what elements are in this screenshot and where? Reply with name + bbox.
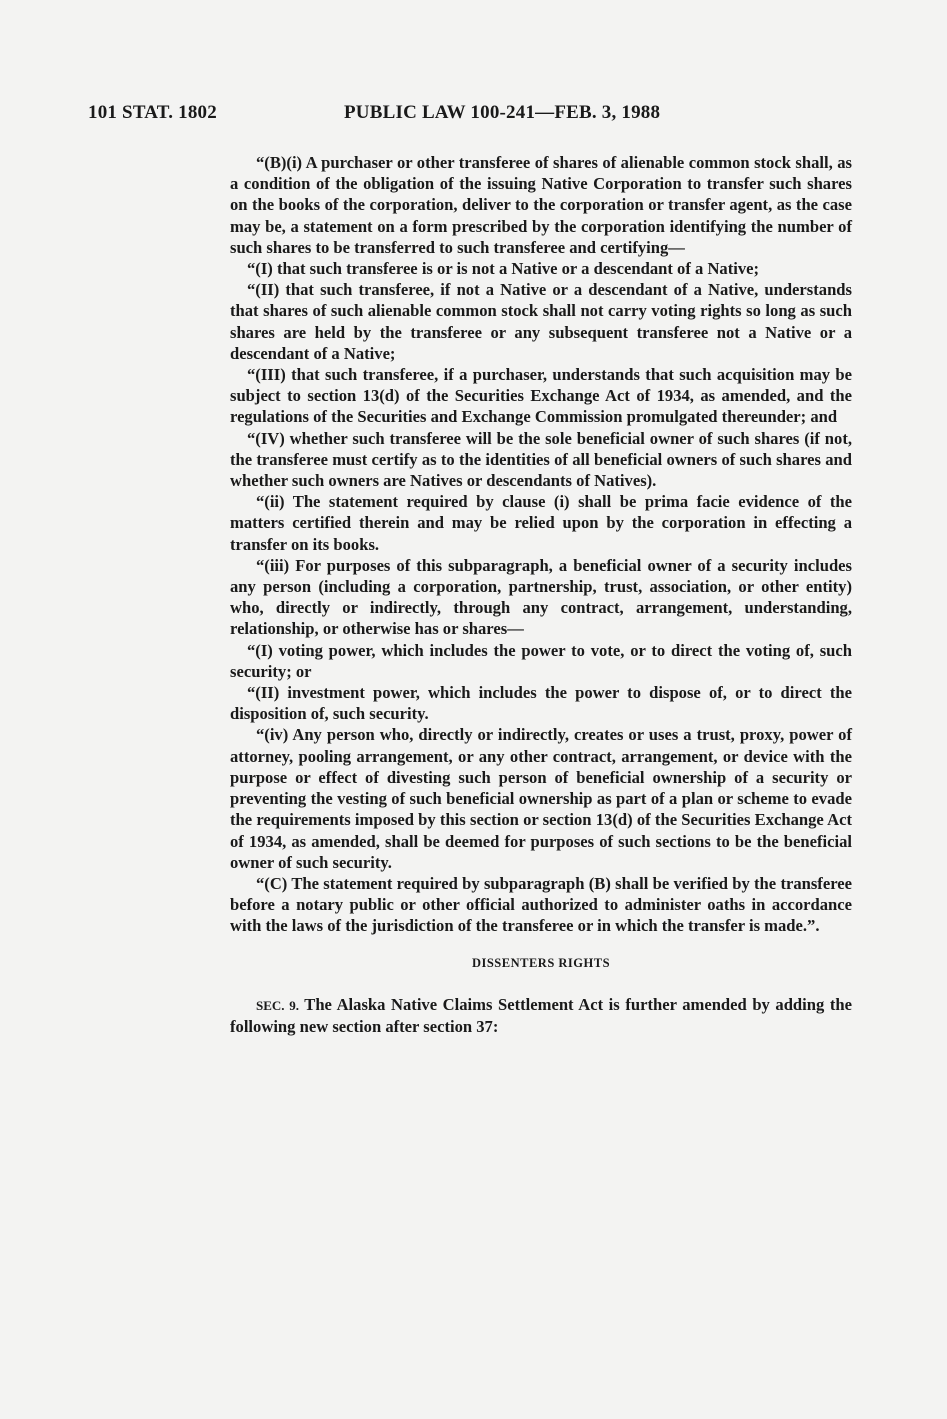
subclause-b-i-I: “(I) that such transferee is or is not a Native or a descendant of a Native; — [247, 259, 760, 279]
clause-b-iv: “(iv) Any person who, directly or indirectly, creates or uses a trust, proxy, power of attorney, pooling arrangement, or any other contract, arrangement, or device with the purpose or effect of divesting such person of beneficial ownership of a security or preventing the vesting of such beneficial ownership as part of a plan or scheme to evade the requirements imposed by this section or section 13(d) of the Securities Exchange Act of 1934, as amended, shall be deemed for purposes of such sections to be the beneficial owner of such security. — [230, 725, 852, 872]
document-body — [230, 152, 852, 1037]
subclause-b-i-IV: “(IV) whether such transferee will be the sole beneficial owner of such shares (if not, the transferee must certify as to the identities of all beneficial owners of such shares and whether such owners are Natives or descendants of Natives). — [230, 428, 852, 491]
clause-b-ii: “(ii) The statement required by clause (i) shall be prima facie evidence of the matters certified therein and may be relied upon by the corporation in effecting a transfer on its books. — [230, 492, 852, 554]
section-text: The Alaska Native Claims Settlement Act is further amended by adding the following new section after section 37: — [230, 994, 852, 1036]
clause-b-iii: “(iii) For purposes of this subparagraph, a beneficial owner of a security includes any person (including a corporation, partnership, trust, association, or other entity) who, directly or indirectly, through any contract, arrangement, understanding, relationship, or otherwise has or shares— — [230, 555, 852, 639]
subclause-b-iii-I: “(I) voting power, which includes the power to vote, or to direct the voting of, such security; or — [230, 640, 852, 681]
subclause-b-i-III: “(III) that such transferee, if a purchaser, understands that such acquisition may be subject to section 13(d) of the Securities Exchange Act of 1934, as amended, and the regulations of the Securities and Exchange Commission promulgated thereunder; and — [230, 365, 852, 427]
section-heading: DISSENTERS RIGHTS — [471, 955, 611, 970]
section-label: SEC. 9. — [256, 997, 299, 1013]
statute-page-number: 101 STAT. 1802 — [88, 102, 217, 123]
section-9-paragraph — [230, 994, 852, 1037]
subclause-b-iii-II: “(II) investment power, which includes the power to dispose of, or to direct the disposition of, such security. — [230, 683, 852, 724]
subclause-b-i-II: “(II) that such transferee, if not a Native or a descendant of a Native, understands that shares of such alienable common stock shall not carry voting rights so long as such shares are held by the transferee or any subsequent transferee not a Native or a descendant of a Native; — [230, 280, 852, 363]
paragraph-c: “(C) The statement required by subparagraph (B) shall be verified by the transferee before a notary public or other official authorized to administer oaths in accordance with the laws of the jurisdiction of the transferee or in which the transfer is made.”. — [230, 873, 852, 936]
paragraph-b-i: “(B)(i) A purchaser or other transferee of shares of alienable common stock shall, as a condition of the obligation of the issuing Native Corporation to transfer such shares on the books of the corporation, deliver to the corporation or transfer agent, as the case may be, a statement on a form prescribed by the corporation identifying the number of such shares to be transferred to such transferee and certifying— — [230, 153, 852, 257]
public-law-citation: PUBLIC LAW 100-241—FEB. 3, 1988 — [344, 102, 661, 123]
page-header — [88, 102, 848, 132]
